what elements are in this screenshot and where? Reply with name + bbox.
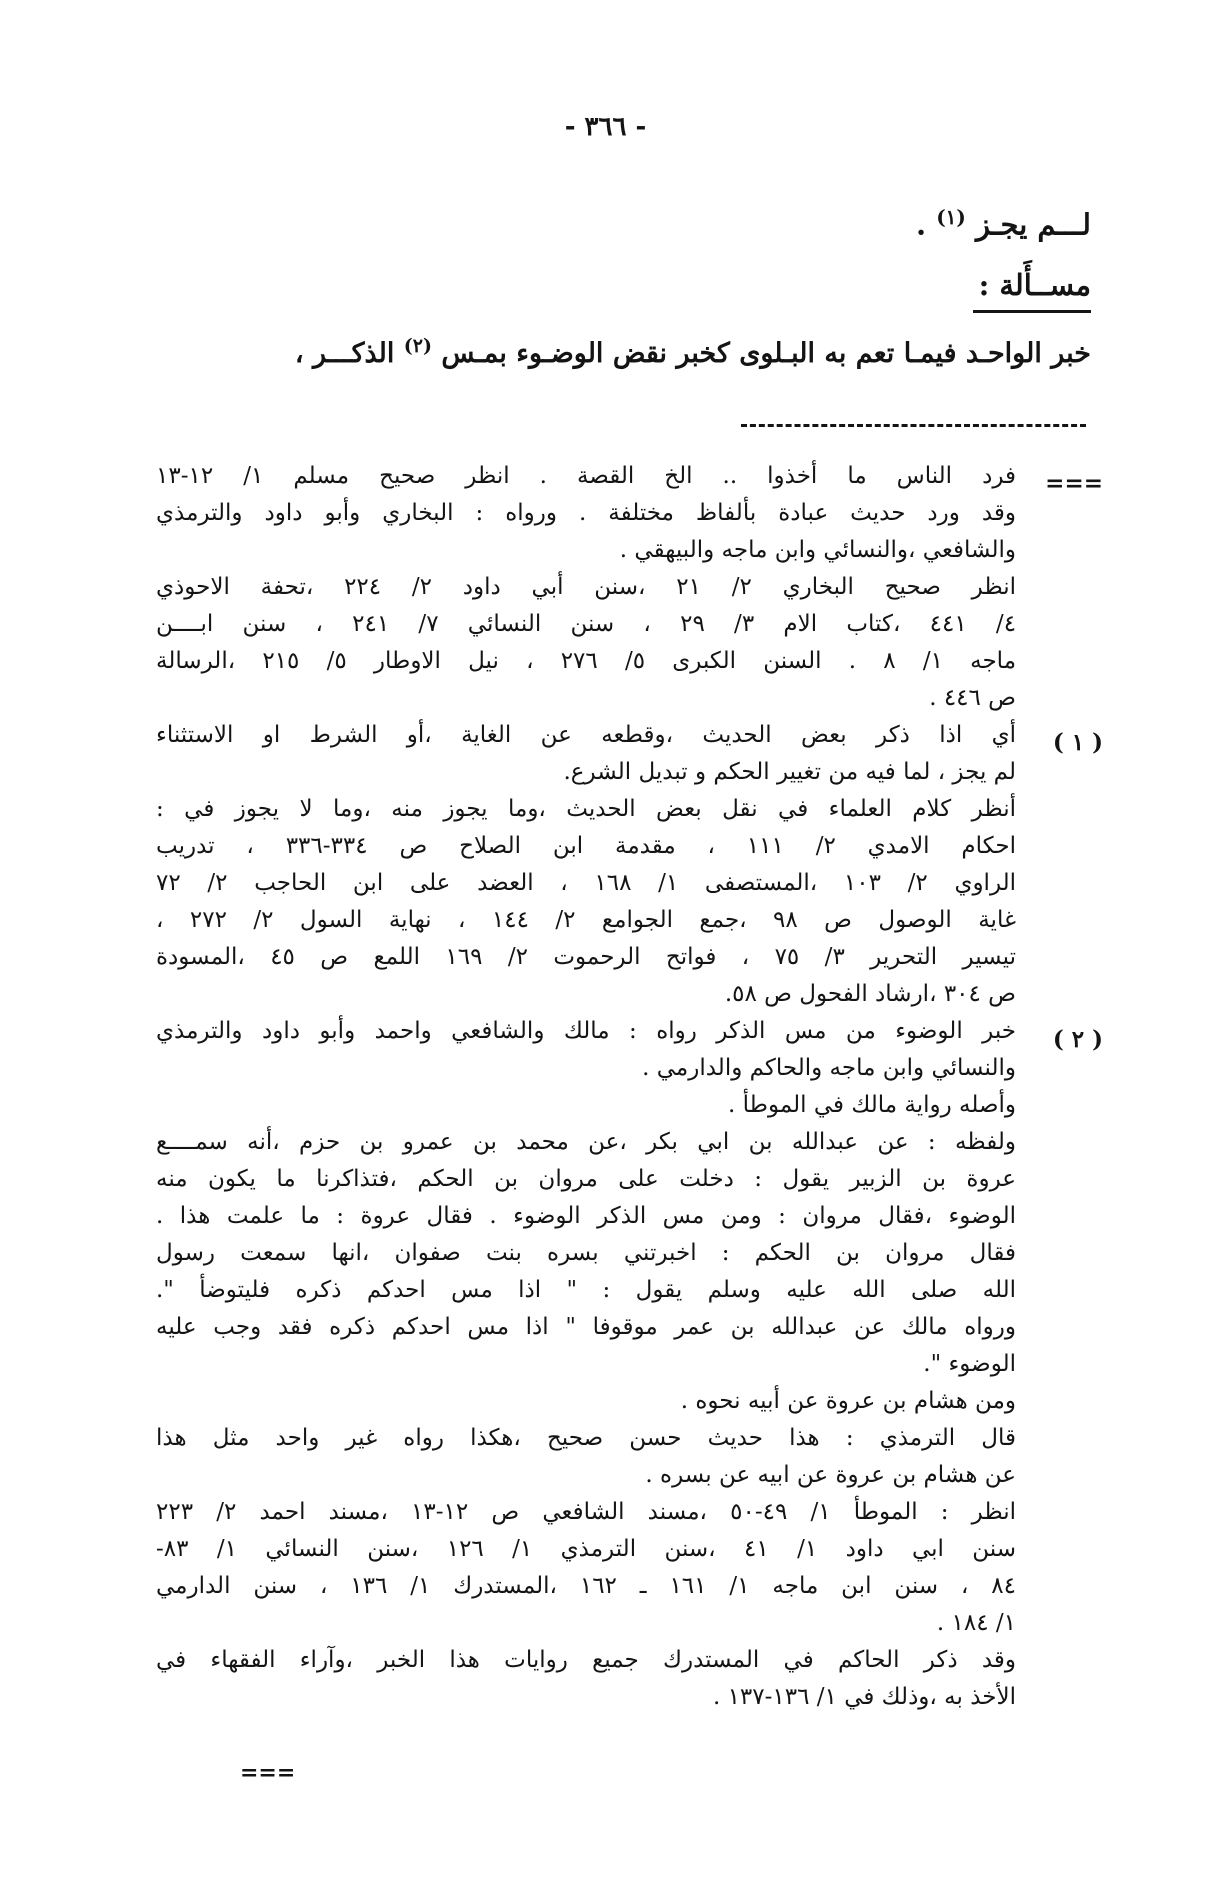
note-line: لم يجز ، لما فيه من تغيير الحكم و تبديل الشرع. [563, 759, 1016, 785]
page-number: - ٣٦٦ - [564, 112, 647, 142]
footnote-ref-1: (١) [936, 205, 966, 229]
note-line: ومن هشام بن عروة عن أبيه نحوه . [680, 1388, 1016, 1414]
note1-block [156, 717, 1016, 1013]
note-line: ٨٤ ، سنن ابن ماجه ١/ ١٦١ ـ ١٦٢ ،المستدرك ١/ ١٣٦ ، سنن الدارمي [156, 1573, 1016, 1599]
note2-block [156, 1013, 1016, 1716]
header-line [916, 205, 1091, 242]
footnotes [156, 458, 1016, 1716]
end-marker: === [240, 1760, 296, 1786]
footnote-ref-2: (٢) [403, 335, 432, 357]
note-line: ص ٣٠٤ ،ارشاد الفحول ص ٥٨. [724, 981, 1016, 1007]
note-line: ماجه ١/ ٨ . السنن الكبرى ٥/ ٢٧٦ ، نيل الاوطار ٥/ ٢١٥ ،الرسالة [156, 648, 1016, 674]
note-line: أنظر كلام العلماء في نقل بعض الحديث ،وما يجوز منه ،وما لا يجوز في : [156, 796, 1016, 822]
note-line: وأصله رواية مالك في الموطأ . [728, 1092, 1016, 1118]
main-text-after: الذكـــر ، [294, 338, 395, 369]
note-line: انظر : الموطأ ١/ ٤٩-٥٠ ،مسند الشافعي ص ١٢-١٣ ،مسند احمد ٢/ ٢٢٣ [156, 1499, 1016, 1525]
note-line: احكام الامدي ٢/ ١١١ ، مقدمة ابن الصلاح ص ٣٣٤-٣٣٦ ، تدريب [156, 833, 1016, 859]
note-line: أي اذا ذكر بعض الحديث ،وقطعه عن الغاية ،أو الشرط او الاستثناء [156, 722, 1016, 748]
note-line: عن هشام بن عروة عن ابيه عن بسره . [645, 1462, 1016, 1488]
footnote-separator [741, 424, 1086, 427]
masala-title: مســأَلة : [973, 268, 1091, 313]
note-line: الله صلى الله عليه وسلم يقول : " اذا مس احدكم ذكره فليتوضأ ". [156, 1277, 1016, 1303]
note1-marker: ( ١ ) [1052, 729, 1103, 756]
note-line: فقال مروان بن الحكم : اخبرتني بسره بنت صفوان ،انها سمعت رسول [156, 1240, 1016, 1266]
note-line: ورواه مالك عن عبدالله بن عمر موقوفا " اذا مس احدكم ذكره فقد وجب عليه [156, 1314, 1016, 1340]
note-line: انظر صحيح البخاري ٢/ ٢١ ،سنن أبي داود ٢/ ٢٢٤ ،تحفة الاحوذي [156, 574, 1016, 600]
note-line: خبر الوضوء من مس الذكر رواه : مالك والشافعي واحمد وأبو داود والترمذي [156, 1018, 1016, 1044]
header-text: لـــم يجـز [975, 207, 1091, 242]
note-line: وقد ورد حديث عبادة بألفاظ مختلفة . ورواه : البخاري وأبو داود والترمذي [156, 500, 1016, 526]
header-end: . [915, 207, 927, 242]
note-line: ٤/ ٤٤١ ،كتاب الام ٣/ ٢٩ ، سنن النسائي ٧/ ٢٤١ ، سنن ابــــن [156, 611, 1016, 637]
note2-marker: ( ٢ ) [1052, 1026, 1103, 1053]
note-line: ولفظه : عن عبدالله بن ابي بكر ،عن محمد بن عمرو بن حزم ،أنه سمــــع [156, 1129, 1016, 1155]
note-line: والنسائي وابن ماجه والحاكم والدارمي . [642, 1055, 1016, 1081]
note-line: وقد ذكر الحاكم في المستدرك جميع روايات هذا الخبر ،وآراء الفقهاء في [156, 1647, 1016, 1673]
note-line: الوضوء ". [923, 1351, 1016, 1377]
note-dash-marker: === [1045, 470, 1103, 497]
note-line: ١/ ١٨٤ . [936, 1610, 1016, 1636]
main-text-before: خبر الواحـد فيمـا تعم به البـلوى كخبر نقض الوضـوء بمـس [441, 338, 1091, 369]
main-statement [295, 335, 1091, 369]
note-dash-block [156, 458, 1016, 717]
note-line: ص ٤٤٦ . [929, 685, 1016, 711]
note-line: فرد الناس ما أخذوا .. الخ القصة . انظر صحيح مسلم ١/ ١٢-١٣ [156, 463, 1016, 489]
note-line: الراوي ٢/ ١٠٣ ،المستصفى ١/ ١٦٨ ، العضد على ابن الحاجب ٢/ ٧٢ [156, 870, 1016, 896]
note-line: الأخذ به ،وذلك في ١/ ١٣٦-١٣٧ . [712, 1684, 1016, 1710]
note-line: عروة بن الزبير يقول : دخلت على مروان بن الحكم ،فتذاكرنا ما يكون منه [156, 1166, 1016, 1192]
note-line: والشافعي ،والنسائي وابن ماجه والبيهقي . [619, 537, 1016, 563]
note-line: سنن ابي داود ١/ ٤١ ،سنن الترمذي ١/ ١٢٦ ،سنن النسائي ١/ ٨٣- [156, 1536, 1016, 1562]
note-line: غاية الوصول ص ٩٨ ،جمع الجوامع ٢/ ١٤٤ ، نهاية السول ٢/ ٢٧٢ ، [156, 907, 1016, 933]
note-line: الوضوء ،فقال مروان : ومن مس الذكر الوضوء . فقال عروة : ما علمت هذا . [156, 1203, 1016, 1229]
note-line: قال الترمذي : هذا حديث حسن صحيح ،هكذا رواه غير واحد مثل هذا [156, 1425, 1016, 1451]
note-line: تيسير التحرير ٣/ ٧٥ ، فواتح الرحموت ٢/ ١٦٩ اللمع ص ٤٥ ،المسودة [156, 944, 1016, 970]
